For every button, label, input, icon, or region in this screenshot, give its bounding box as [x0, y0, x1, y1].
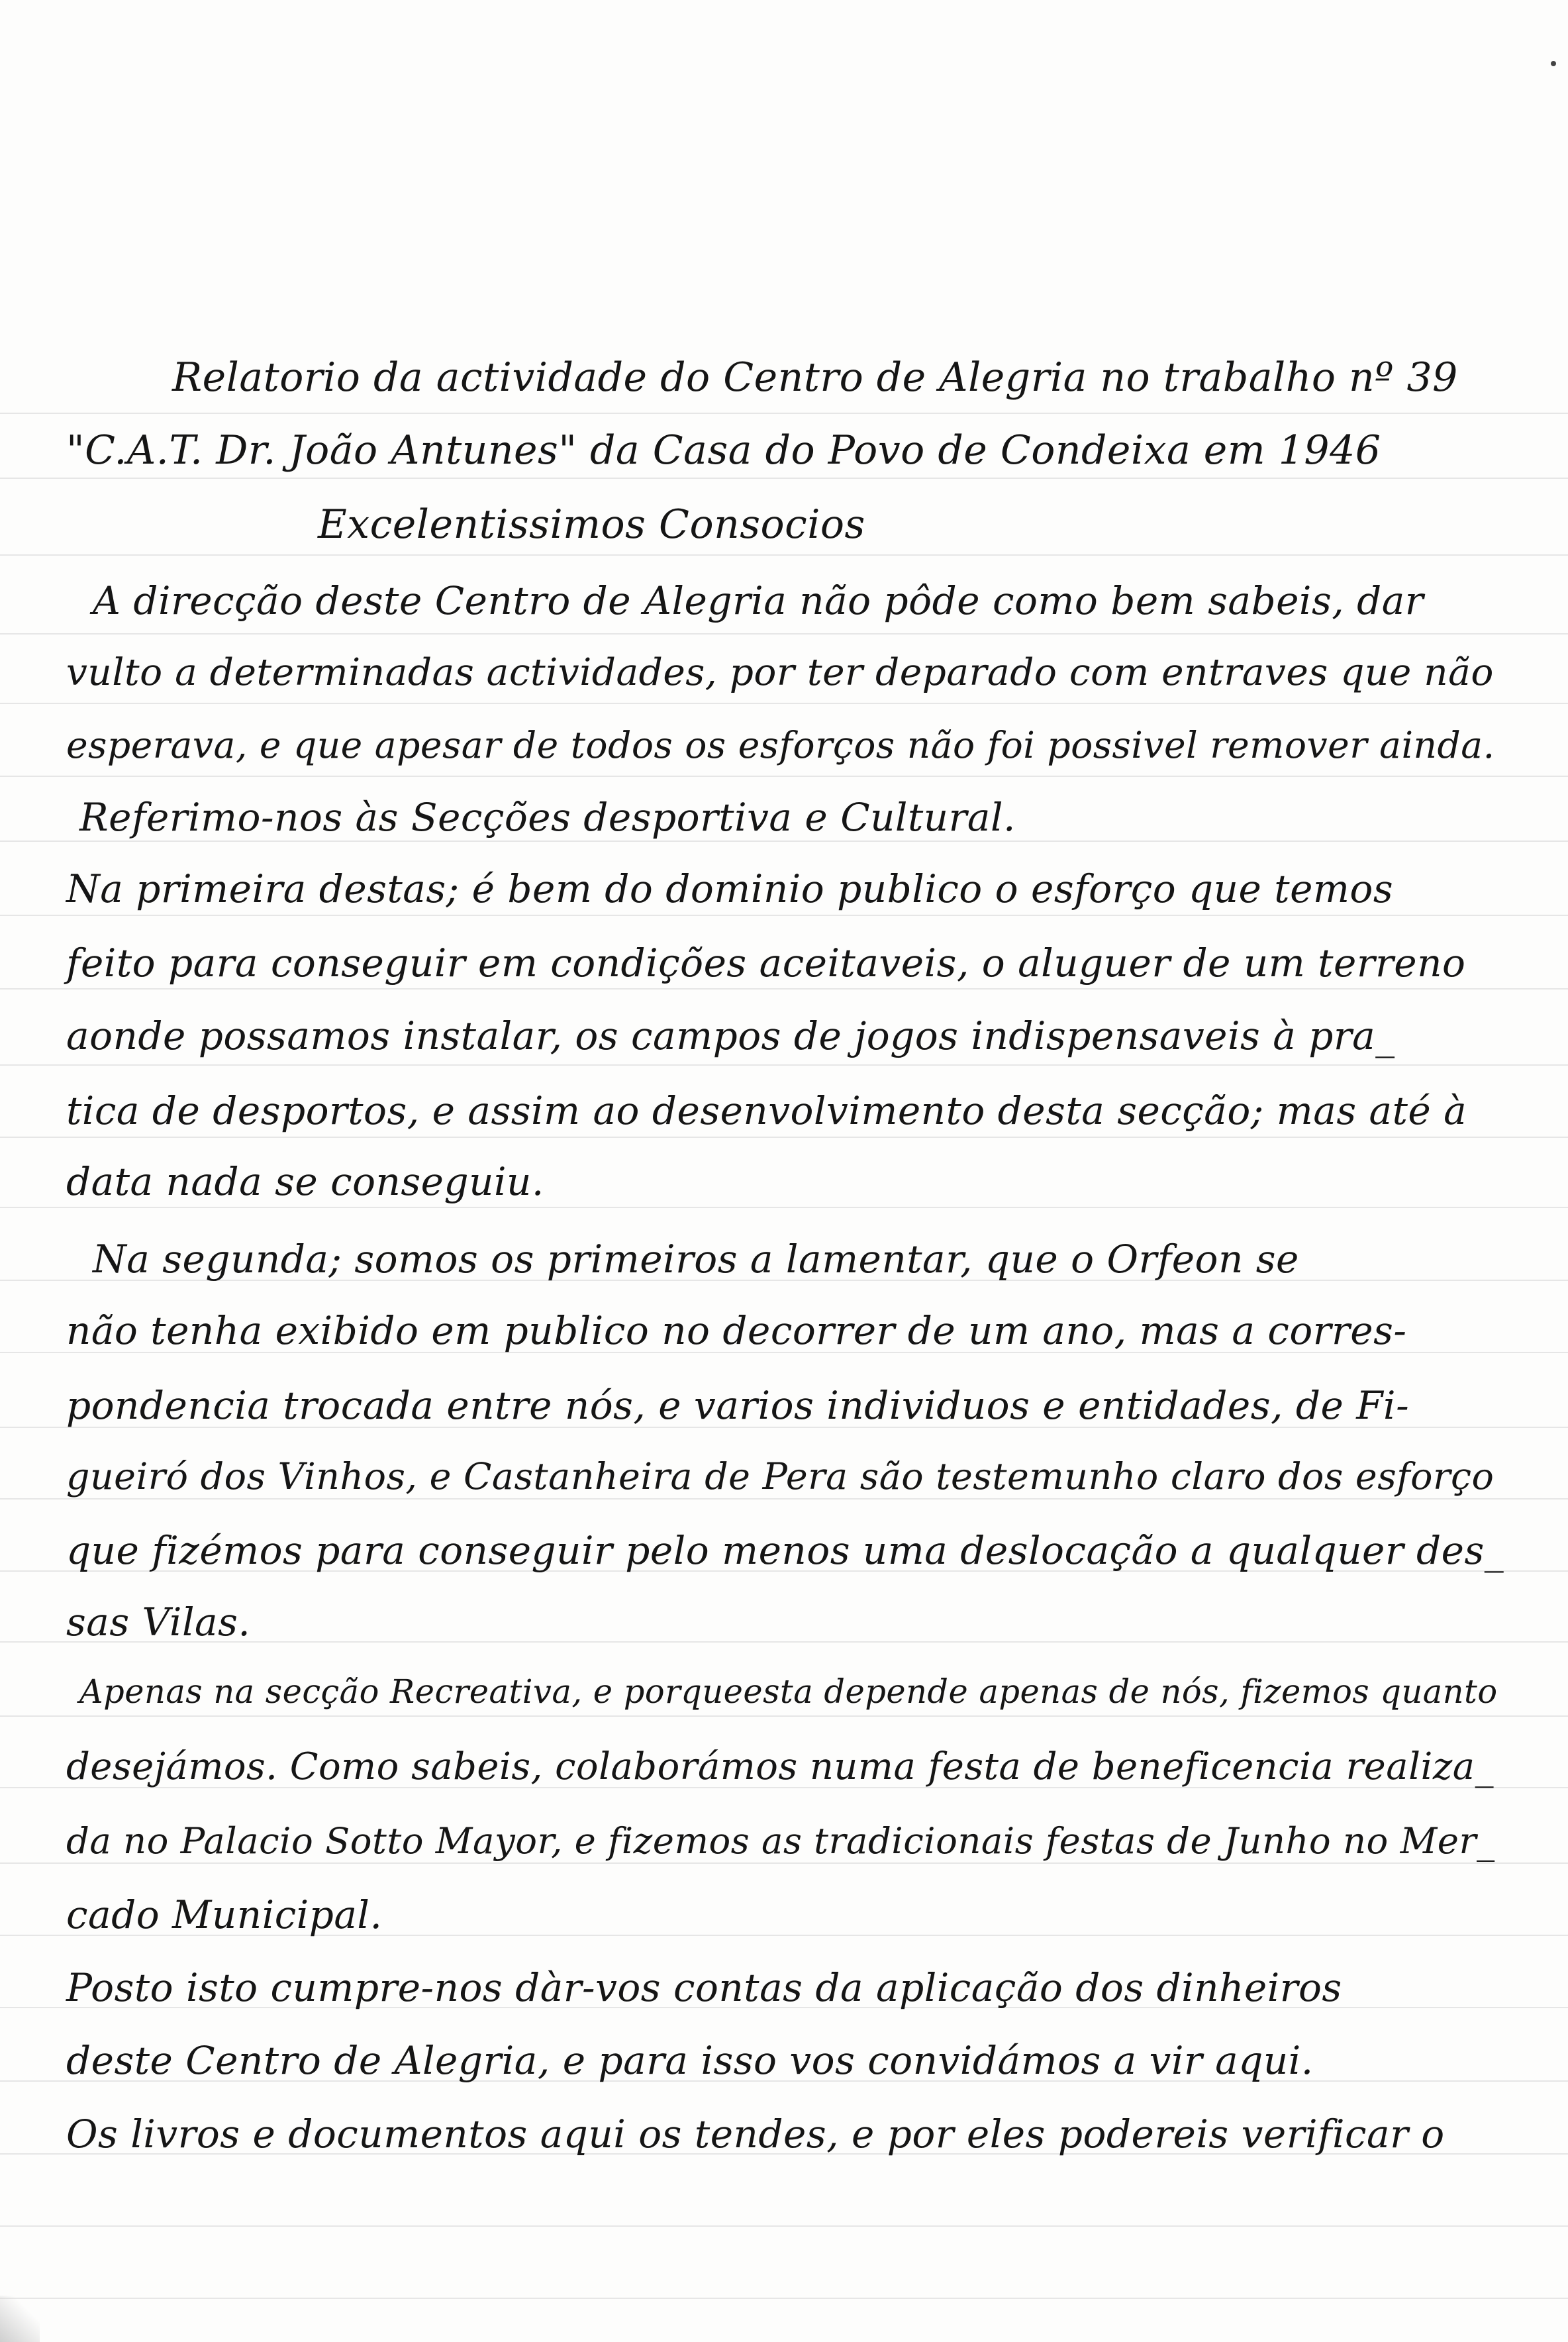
body-line: da no Palacio Sotto Mayor, e fizemos as tradicionais festas de Junho no Mer_ — [66, 1819, 1495, 1862]
body-line: cado Municipal. — [66, 1892, 383, 1937]
body-line: Os livros e documentos aqui os tendes, e por eles podereis verificar o — [66, 2112, 1445, 2157]
body-line: sas Vilas. — [66, 1600, 251, 1645]
body-line: data nada se conseguiu. — [66, 1159, 544, 1204]
body-line: vulto a determinadas actividades, por ter deparado com entraves que não — [66, 651, 1494, 694]
body-line: feito para conseguir em condições aceitaveis, o aluguer de um terreno — [66, 941, 1466, 986]
body-line: pondencia trocada entre nós, e varios individuos e entidades, de Fi- — [66, 1383, 1410, 1428]
body-line: Apenas na secção Recreativa, e porqueesta depende apenas de nós, fizemos quanto — [79, 1672, 1498, 1711]
body-line: aonde possamos instalar, os campos de jogos indispensaveis à pra_ — [66, 1013, 1395, 1058]
title-line-2: "C.A.T. Dr. João Antunes" da Casa do Povo de Condeixa em 1946 — [66, 427, 1381, 474]
body-line: A direcção deste Centro de Alegria não pôde como bem sabeis, dar — [93, 578, 1424, 623]
body-line: não tenha exibido em publico no decorrer de um ano, mas a corres- — [66, 1308, 1407, 1353]
body-line: Na segunda; somos os primeiros a lamentar, que o Orfeon se — [93, 1237, 1299, 1282]
body-line: Posto isto cumpre-nos dàr-vos contas da aplicação dos dinheiros — [66, 1965, 1342, 2010]
body-line: Na primeira destas; é bem do dominio publico o esforço que temos — [66, 866, 1394, 911]
body-line: Referimo-nos às Secções desportiva e Cultural. — [79, 795, 1016, 840]
body-line: esperava, e que apesar de todos os esforços não foi possivel remover ainda. — [66, 724, 1495, 766]
body-line: deste Centro de Alegria, e para isso vos convidámos a vir aqui. — [66, 2038, 1314, 2083]
body-line: gueiró dos Vinhos, e Castanheira de Pera são testemunho claro dos esforço — [66, 1456, 1494, 1498]
ink-dot — [1551, 61, 1556, 66]
body-line: desejámos. Como sabeis, colaborámos numa festa de beneficencia realiza_ — [66, 1745, 1494, 1788]
title-line-1: Relatorio da actividade do Centro de Alegria no trabalho nº 39 — [172, 354, 1458, 401]
page-corner-shadow — [0, 2296, 40, 2342]
body-line: que fizémos para conseguir pelo menos uma deslocação a qualquer des_ — [66, 1528, 1504, 1573]
salutation: Excelentissimos Consocios — [318, 501, 865, 548]
body-line: tica de desportos, e assim ao desenvolvimento desta secção; mas até à — [66, 1088, 1467, 1133]
